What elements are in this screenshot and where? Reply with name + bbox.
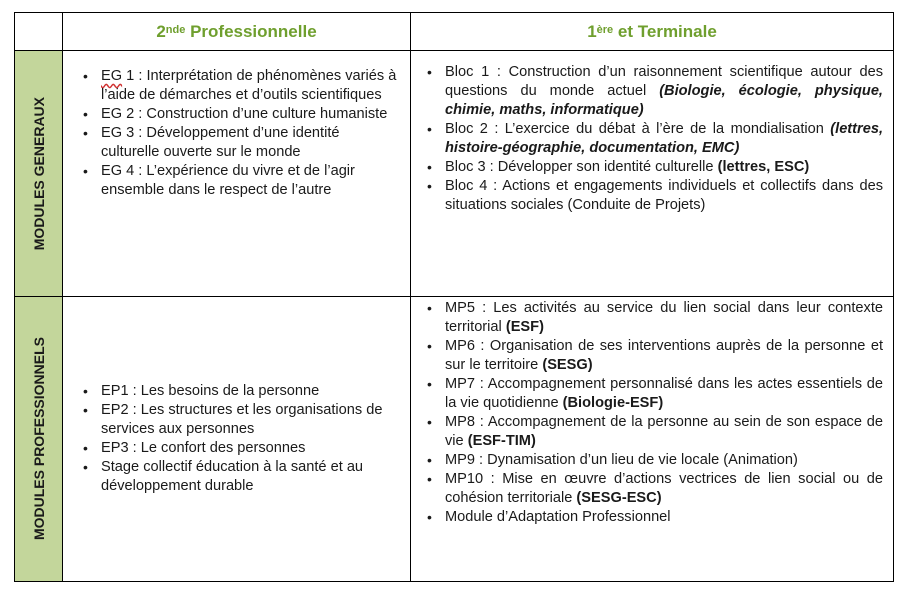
general-seconde-cell — [62, 50, 411, 297]
row-label-general — [14, 50, 63, 297]
list-item: • Bloc 1 : Construction d’un raisonnement scientifique autour des questions du monde actuel (Biologie, écologie, physique, chimie, maths, informatique) — [445, 63, 883, 120]
list-item: • Bloc 4 : Actions et engagements individuels et collectifs dans des situations sociales (Conduite de Projets) — [445, 177, 883, 215]
curriculum-table — [14, 12, 894, 582]
pro-seconde-cell — [62, 296, 411, 582]
header-premiere-sup: ère — [596, 23, 614, 36]
general-seconde-list — [75, 67, 400, 200]
list-item: • MP10 : Mise en œuvre d’actions vectrices de lien social ou de cohésion territoriale (SESG-ESC) — [445, 470, 883, 508]
list-item: • EG 2 : Construction d’une culture humaniste — [101, 105, 400, 124]
list-item: • EG 3 : Développement d’une identité culturelle ouverte sur le monde — [101, 124, 400, 162]
header-seconde-label: Professionnelle — [185, 21, 317, 41]
general-premiere-list — [419, 63, 888, 215]
list-item: • MP8 : Accompagnement de la personne au sein de son espace de vie (ESF-TIM) — [445, 413, 883, 451]
list-item: • MP6 : Organisation de ses interventions auprès de la personne et sur le territoire (SESG) — [445, 337, 883, 375]
list-item: • EP2 : Les structures et les organisations de services aux personnes — [101, 401, 400, 439]
header-seconde-num: 2 — [156, 21, 166, 41]
list-item: • EG 4 : L’expérience du vivre et de l’agir ensemble dans le respect de l’autre — [101, 162, 400, 200]
header-seconde-sup: nde — [165, 23, 186, 36]
list-item: • Bloc 2 : L’exercice du débat à l’ère de la mondialisation (lettres, histoire-géographie, documentation, EMC) — [445, 120, 883, 158]
corner-cell — [14, 12, 63, 51]
eg1-sep: 1 : — [122, 68, 147, 84]
header-premiere — [410, 12, 894, 51]
header-premiere-label: et Terminale — [613, 21, 717, 41]
row-label-pro-text: MODULES PROFESSIONNELS — [30, 337, 47, 541]
eg1-code: EG — [101, 68, 123, 84]
pro-premiere-list — [419, 299, 888, 527]
row-label-pro — [14, 296, 63, 582]
list-item: • MP7 : Accompagnement personnalisé dans les actes essentiels de la vie quotidienne (Biologie-ESF) — [445, 375, 883, 413]
general-premiere-cell — [410, 50, 894, 297]
list-item: • Bloc 3 : Développer son identité culturelle (lettres, ESC) — [445, 158, 883, 177]
eg1-text: Interprétation de phénomènes variés à l’aide de démarches et d’outils scientifiques — [101, 68, 397, 103]
row-label-general-text: MODULES GENERAUX — [30, 96, 47, 251]
pro-premiere-cell — [410, 296, 894, 582]
list-item: • EP1 : Les besoins de la personne — [101, 382, 400, 401]
list-item: • Stage collectif éducation à la santé et au développement durable — [101, 458, 400, 496]
header-seconde — [62, 12, 411, 51]
list-item: • MP9 : Dynamisation d’un lieu de vie locale (Animation) — [445, 451, 883, 470]
header-premiere-num: 1 — [587, 21, 597, 41]
list-item: • Module d’Adaptation Professionnel — [445, 508, 883, 527]
pro-seconde-list — [75, 382, 400, 496]
list-item: • EP3 : Le confort des personnes — [101, 439, 400, 458]
list-item: • MP5 : Les activités au service du lien social dans leur contexte territorial (ESF) — [445, 299, 883, 337]
list-item — [101, 67, 400, 105]
